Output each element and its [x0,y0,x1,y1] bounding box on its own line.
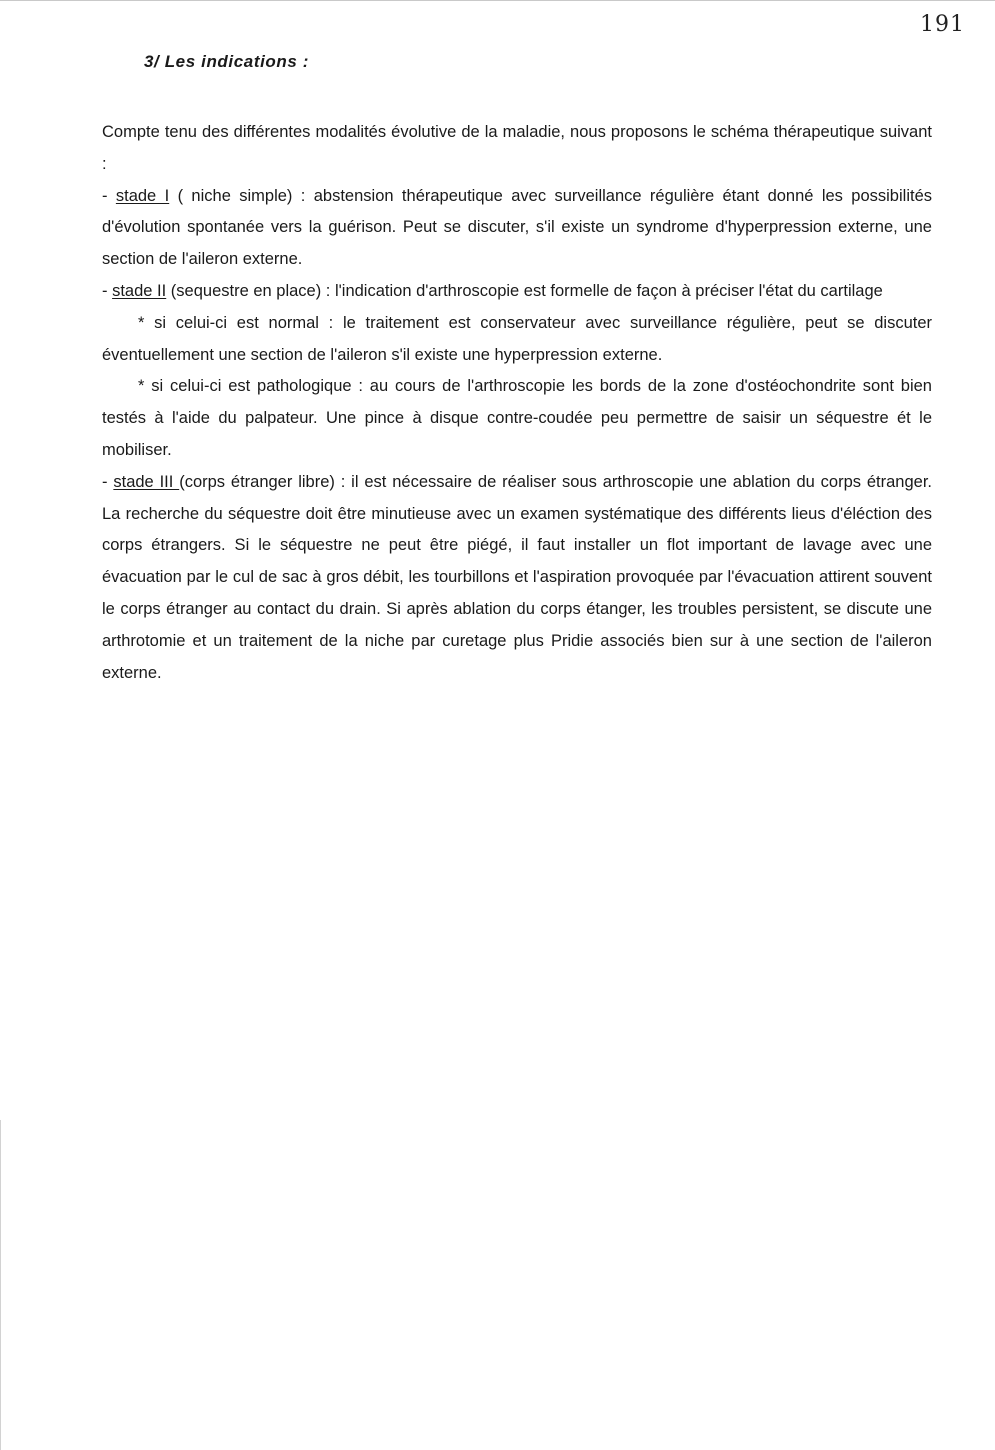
stage-1-label: stade I [115,186,170,205]
stage-3-text: (corps étranger libre) : il est nécessaire de réaliser sous arthroscopie une ablation du corps étranger. La recherche du séquestre doit être minutieuse avec un examen systématique des différents lieus d'éléction des corps étrangers. Si le séquestre ne peut être piégé, il faut installer un flot important de lavage avec une évacuation par le cul de sac à gros débit, les tourbillons et l'aspiration provoquée par l'évacuation attirent souvent le corps étranger au contact du drain. Si après ablation du corps étanger, les troubles persistent, se discute une arthrotomie et un traitement de la niche par curetage plus Pridie associés bien sur à une section de l'aileron externe. [102,472,932,682]
page-number: 191 [920,12,965,37]
top-rule [0,0,995,1]
stage-2-bullet-pathologic: * si celui-ci est pathologique : au cours de l'arthroscopie les bords de la zone d'ostéochondrite sont bien testés à l'aide du palpateur. Une pince à disque contre-coudée peu permettre de saisir un séquestre ét le mobiliser. [102,377,932,459]
stage-2-prefix: - [102,281,113,300]
stage-1-text: ( niche simple) : abstension thérapeutique avec surveillance régulière étant donné les possibilités d'évolution spontanée vers la guérison. Peut se discuter, s'il existe un syndrome d'hyperpression externe, une section de l'aileron externe. [102,186,932,269]
stage-1-paragraph [102,181,932,276]
stage-3-paragraph [102,467,932,690]
stage-2-paragraph [102,276,932,308]
stage-2-bullet-normal: * si celui-ci est normal : le traitement est conservateur avec surveillance régulière, peut se discuter éventuellement une section de l'aileron s'il existe une hyperpression externe. [102,313,932,364]
section-heading: 3/ Les indications : [144,52,310,71]
stage-2-label: stade II [112,281,167,300]
stage-3-label: stade III [113,472,180,491]
document-body [102,117,932,689]
scan-edge [0,1120,1,1450]
stage-2-text: (sequestre en place) : l'indication d'arthroscopie est formelle de façon à préciser l'état du cartilage [166,281,883,300]
stage-1-prefix: - [102,186,116,205]
stage-3-prefix: - [102,472,114,491]
intro-paragraph: Compte tenu des différentes modalités évolutive de la maladie, nous proposons le schéma thérapeutique suivant : [102,123,932,173]
